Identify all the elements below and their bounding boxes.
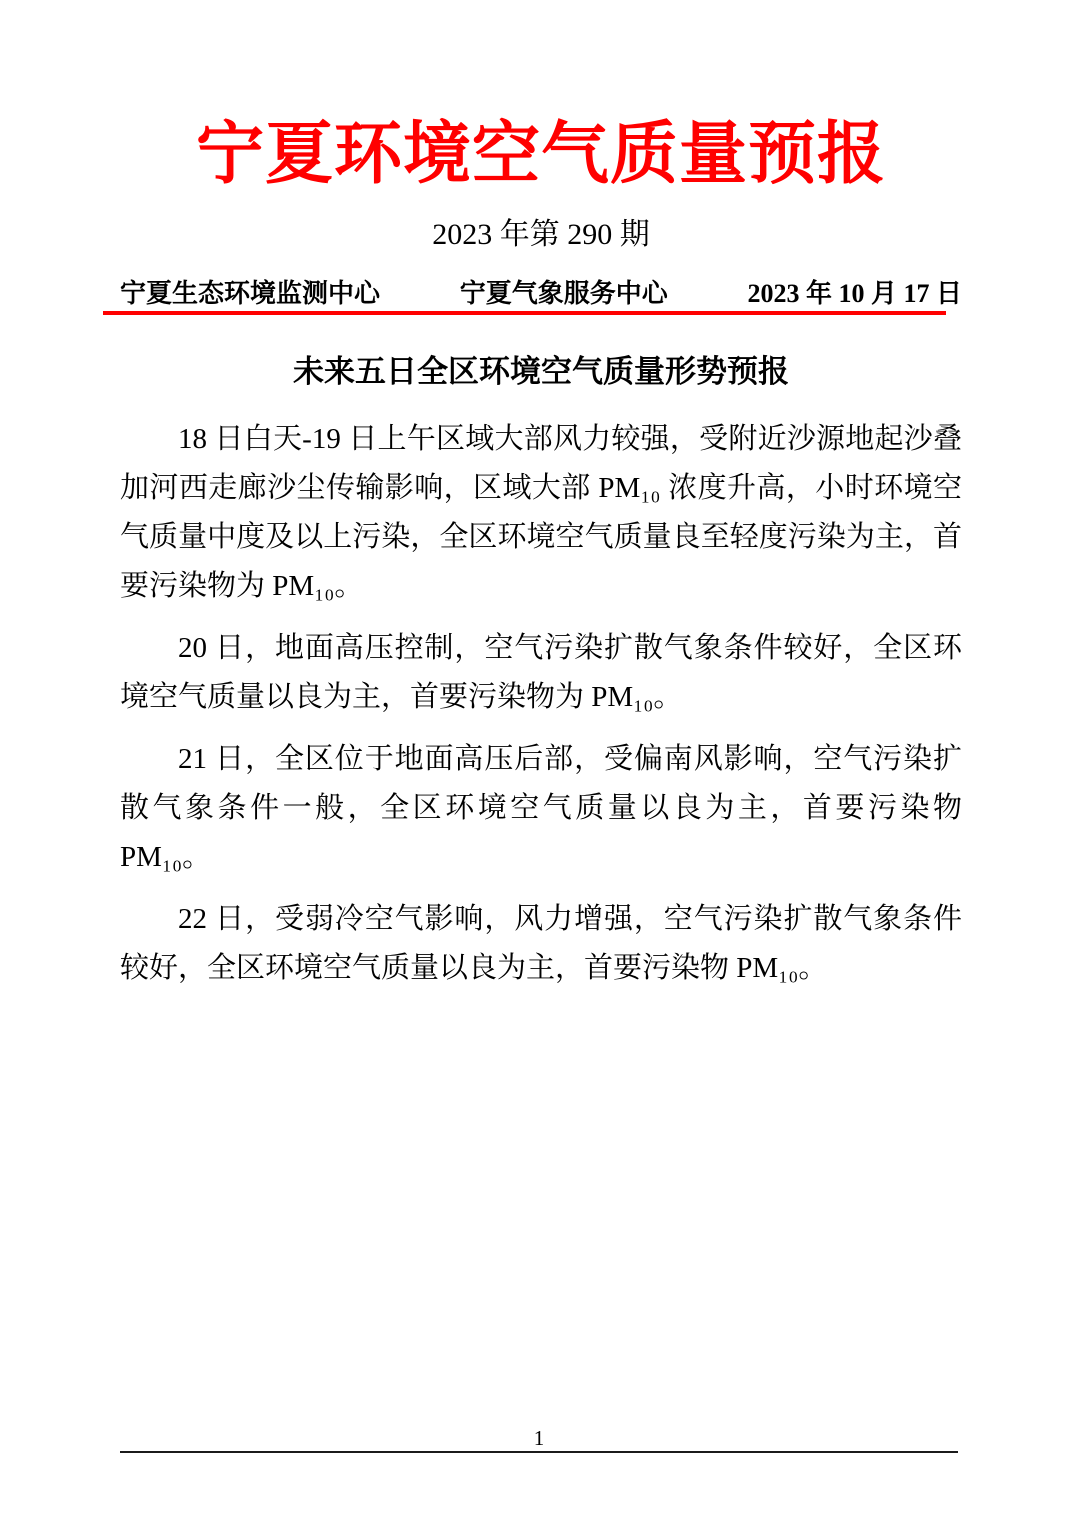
section-heading: 未来五日全区环境空气质量形势预报 [293, 354, 789, 389]
masthead-date: 2023 年 10 月 17 日 [747, 279, 962, 308]
agency-left: 宁夏生态环境监测中心 [120, 279, 381, 308]
forecast-paragraph-4: 22 日，受弱冷空气影响，风力增强，空气污染扩散气象条件较好，全区环境空气质量以良为主，首要污染物 PM₁₀。 [120, 903, 962, 984]
page-number: 1 [533, 1426, 545, 1450]
forecast-paragraph-3: 21 日，全区位于地面高压后部，受偏南风影响，空气污染扩散气象条件一般，全区环境空气质量以良为主，首要污染物 PM₁₀。 [120, 743, 962, 873]
document-title: 宁夏环境空气质量预报 [195, 116, 886, 192]
page-footer [120, 1426, 958, 1453]
forecast-paragraph-1: 18 日白天-19 日上午区域大部风力较强，受附近沙源地起沙叠加河西走廊沙尘传输影响，区域大部 PM₁₀ 浓度升高，小时环境空气质量中度及以上污染，全区环境空气质量良至轻度污染为主，首要污染物为 PM₁₀。 [120, 423, 962, 602]
agency-center: 宁夏气象服务中心 [459, 279, 668, 308]
issue-number: 2023 年第 290 期 [432, 218, 650, 251]
forecast-paragraph-2: 20 日，地面高压控制，空气污染扩散气象条件较好，全区环境空气质量以良为主，首要污染物为 PM₁₀。 [120, 632, 962, 713]
forecast-body [120, 415, 962, 993]
masthead-row [120, 280, 962, 308]
red-divider-rule [103, 311, 946, 315]
